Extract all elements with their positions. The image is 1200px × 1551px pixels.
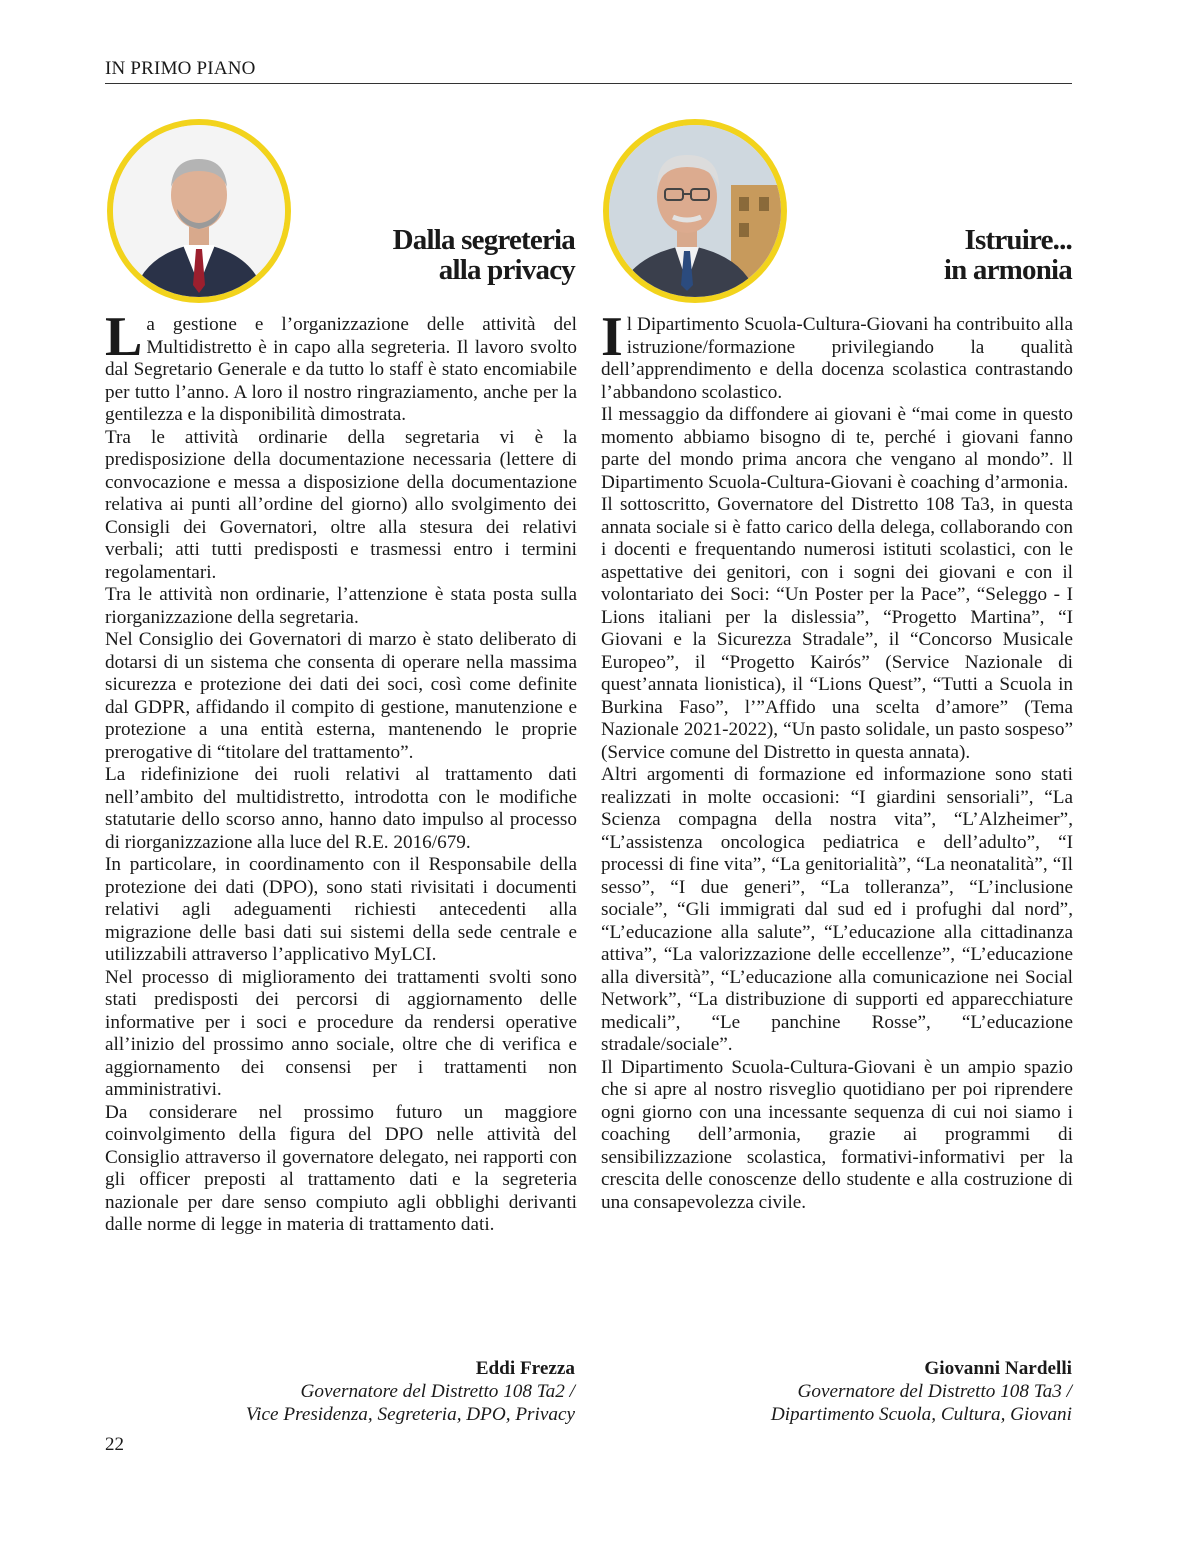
article-title-privacy [393,225,575,285]
signature-frezza [246,1357,575,1426]
article-title-armonia [944,225,1072,285]
article-title-line: Dalla segreteria [392,224,575,256]
author-portrait-nardelli [603,119,787,303]
paragraph: Tra le attività ordinarie della segretaria vi è la predisposizione della documentazione necessaria (lettere di convocazione e messa a disposizione della documentazione relativa ai punti all’ordine del giorno) allo svolgimento dei Consigli dei Governatori, oltre alla stesura dei relativi verbali; atti tutti predisposti e trasmessi entro i termini regolamentari. [105,426,577,583]
page-number: 22 [105,1434,124,1455]
portrait-man-suit-icon [113,125,285,297]
paragraph: Da considerare nel prossimo futuro un maggiore coinvolgimento della figura del DPO nelle attività del Consiglio attraverso il governatore delegato, nei rapporti con gli officer preposti al trattamento dati e la segreteria nazionale per dare senso compiuto agli obblighi derivanti dalle norme di legge in materia di trattamento dati. [105,1101,577,1235]
author-name: Eddi Frezza [475,1358,575,1379]
author-name: Giovanni Nardelli [924,1358,1072,1379]
portrait-man-glasses-icon [609,125,781,297]
paragraph-text: a gestione e l’organizzazione delle attività del Multidistretto è in capo alla segreteria. Il lavoro svolto dal Segretario Generale e da tutto lo staff è stato encomiabile per tutto l’anno. A loro il nostro ringraziamento, anche per la gentilezza e la disponibilità dimostrata. [105,314,577,425]
article-body-armonia [601,306,1073,1214]
author-role: Governatore del Distretto 108 Ta3 / [797,1381,1072,1402]
drop-cap: L [105,306,143,368]
author-role: Governatore del Distretto 108 Ta2 / [300,1381,575,1402]
author-portrait-frezza [107,119,291,303]
paragraph: Tra le attività non ordinarie, l’attenzione è stata posta sulla riorganizzazione della segretaria. [105,584,577,628]
paragraph: Il sottoscritto, Governatore del Distretto 108 Ta3, in questa annata sociale si è fatto carico della delega, collaborando con i docenti e frequentando numerosi istituti scolastici, con le aspettative dei genitori, con i sogni dei giovani e con il volontariato dei Soci: “Un Poster per la Pace”, “Seleggo - I Lions italiani per la dislessia”, “Progetto Martina”, “I Giovani e la Sicurezza Stradale”, il “Concorso Musicale Europeo”, il “Progetto Kairós” (Service Nazionale di quest’annata lionistica), il “Lions Quest”, “Tutti a Scuola in Burkina Faso”, l’”Affido una scelta d’amore” (Tema Nazionale 2021-2022), “Un pasto solidale, un pasto sospeso” (Service comune del Distretto in questa annata). [601,494,1073,763]
paragraph [601,306,1073,404]
article-title-line: Istruire... [964,224,1072,256]
paragraph: Nel processo di miglioramento dei trattamenti svolti sono stati predisposti dei percorsi di aggiornamento delle informative per i soci e procedure da rendersi operative all’inizio del prossimo anno sociale, oltre che di verifica e aggiornamento dei consensi per i trattamenti non amministrativi. [105,966,577,1100]
section-label: IN PRIMO PIANO [105,58,256,79]
paragraph-text: l Dipartimento Scuola-Cultura-Giovani ha contribuito alla istruzione/formazione privilegiando la qualità dell’apprendimento e della docenza scolastica contrastando l’abbandono scolastico. [601,314,1073,403]
paragraph: In particolare, in coordinamento con il Responsabile della protezione dei dati (DPO), sono stati rivisitati i documenti relativi agli adeguamenti richiesti antecedenti alla migrazione delle basi dati sui sistemi della sede centrale e utilizzabili attraverso l’applicativo MyLCI. [105,854,577,965]
author-role: Dipartimento Scuola, Cultura, Giovani [770,1404,1072,1425]
article-title-line: alla privacy [438,254,575,286]
drop-cap: I [601,306,623,368]
signature-nardelli [771,1357,1072,1426]
article-body-privacy [105,306,577,1237]
paragraph: La ridefinizione dei ruoli relativi al trattamento dati nell’ambito del multidistretto, introdotta con le modifiche statutarie dello scorso anno, hanno dato impulso al processo di riorganizzazione alla luce del R.E. 2016/679. [105,764,577,853]
paragraph: Il messaggio da diffondere ai giovani è “mai come in questo momento abbiamo bisogno di te, perché i giovani fanno parte del mondo prima ancora che vengano al mondo”. ll Dipartimento Scuola-Cultura-Giovani è coaching d’armonia. [601,404,1073,493]
header-rule [105,83,1072,84]
article-title-line: in armonia [943,254,1072,286]
paragraph: Altri argomenti di formazione ed informazione sono stati realizzati in molte occasioni: “I giardini sensoriali”, “La Scienza compagna della nostra vita”, “L’Alzheimer”, “L’assistenza oncologica pediatrica e dell’adulto”, “I processi di fine vita”, “La genitorialità”, “La neonatalità”, “Il sesso”, “I due generi”, “La tolleranza”, “L’inclusione sociale”, “Gli immigrati dal sud ed i profughi dal nord”, “L’educazione alla salute”, “L’educazione alla cittadinanza attiva”, “La valorizzazione delle eccellenze”, “L’educazione alla diversità”, “L’educazione alla comunicazione nei Social Network”, “La distribuzione di supporti ed apparecchiature medicali”, “Le panchine Rosse”, “L’educazione stradale/sociale”. [601,764,1073,1055]
paragraph [105,306,577,427]
author-role: Vice Presidenza, Segreteria, DPO, Privacy [245,1404,575,1425]
paragraph: Nel Consiglio dei Governatori di marzo è stato deliberato di dotarsi di un sistema che consenta di operare nella massima sicurezza e protezione dei dati dei soci, così come definite dal GDPR, affidando il compito di gestione, manutenzione e protezione a una entità esterna, mantenendo le proprie prerogative di “titolare del trattamento”. [105,629,577,763]
paragraph: Il Dipartimento Scuola-Cultura-Giovani è un ampio spazio che si apre al nostro risveglio quotidiano per poi riprendere ogni giorno con una incessante sequenza di cui noi siamo i coaching dell’armonia, grazie ai programmi di sensibilizzazione scolastica, formativi-informativi per la crescita delle conoscenze dello studente e alla costruzione di una consapevolezza civile. [601,1056,1073,1213]
